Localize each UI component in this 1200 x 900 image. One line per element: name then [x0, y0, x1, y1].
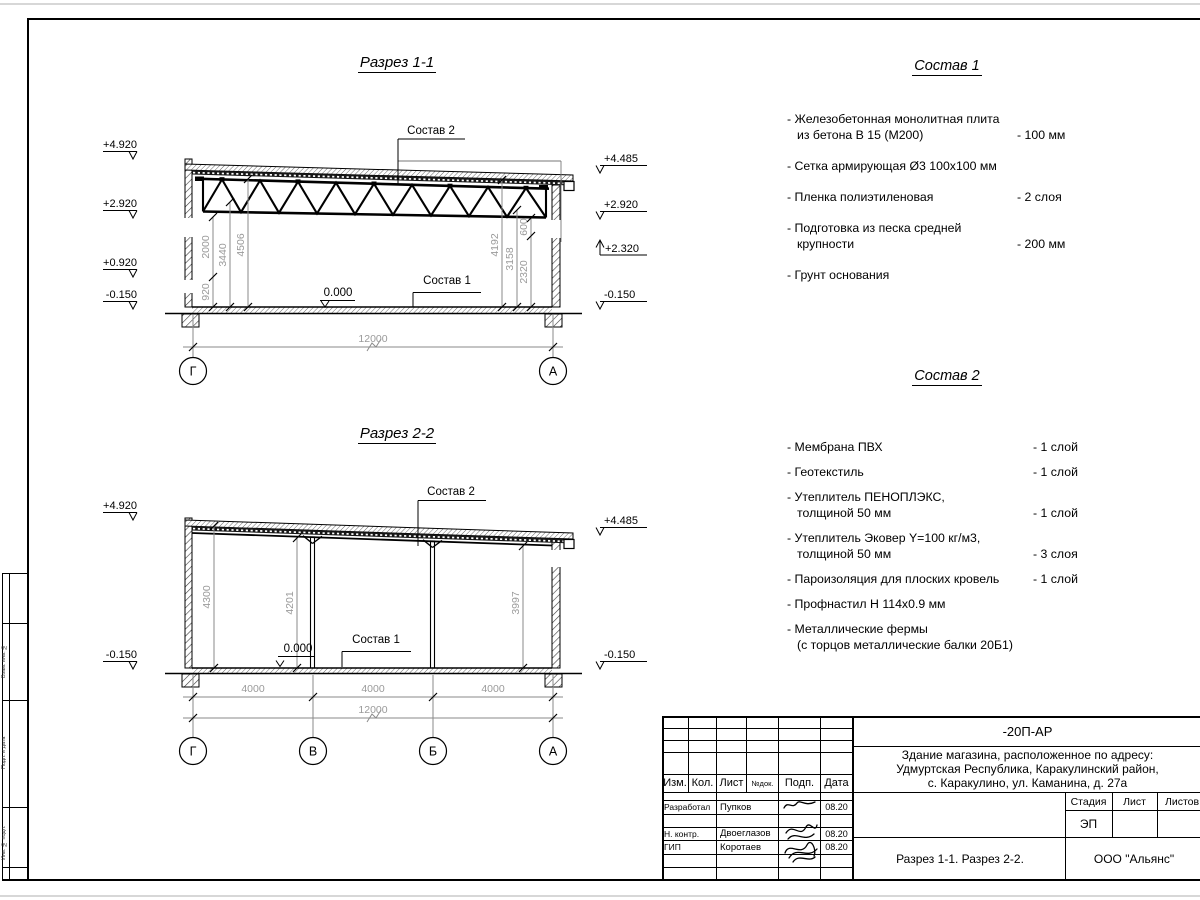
axis-letter: В [308, 744, 318, 759]
frame-left [27, 18, 29, 880]
col-header-izm: Изм. [663, 777, 687, 789]
elevation-label: -0.150 [105, 289, 137, 301]
section-1-1-drawing [95, 35, 675, 410]
sheets-header: Листов [1164, 795, 1200, 808]
col-header-data: Дата [824, 777, 849, 789]
signature-mark [786, 825, 817, 839]
paper-edge-bottom [0, 895, 1200, 897]
col-header-list: Лист [719, 777, 744, 789]
roof-edge-box [564, 182, 574, 191]
company-name: ООО "Альянс" [1093, 852, 1175, 866]
dim-label: 2000 [200, 235, 212, 259]
dim-label: 4300 [201, 585, 213, 609]
zero-level-label: 0.000 [283, 643, 313, 655]
elevation-label: -0.150 [105, 649, 137, 661]
section-2-2-title: Разрез 2-2 [359, 425, 435, 442]
name-cell: Двоеглазов [720, 828, 771, 839]
spec-item: - Геотекстиль - 1 слой [787, 465, 1078, 479]
spec-item: - Железобетонная монолитная плита из бетона В 15 (М200) - 100 мм [787, 112, 1066, 142]
section-labels [276, 486, 486, 667]
axis-letter: Г [189, 744, 197, 759]
frame-top [27, 18, 1200, 20]
dim-label: 3997 [510, 591, 522, 615]
stage-header: Стадия [1070, 795, 1107, 808]
dim-label: 600 [518, 218, 530, 236]
spec-item: - Подготовка из песка средней крупности - 200 мм [787, 221, 1066, 251]
dim-label: 4000 [481, 683, 505, 695]
frame-bottom [2, 879, 1200, 881]
dim-total-label: 12000 [358, 704, 388, 716]
dim-total-label: 12000 [358, 333, 388, 345]
sostav2-title: Состав 2 [914, 368, 980, 384]
elevation-label: +0.920 [103, 257, 137, 269]
axis-letter: Г [189, 364, 197, 379]
col-header-ndok: №док. [751, 778, 774, 788]
date-cell: 08.20 [825, 802, 848, 812]
dim-label: 4506 [235, 233, 247, 257]
role-cell: Н. контр. [664, 828, 700, 839]
axis-letter: Б [428, 744, 438, 759]
foundation-left [182, 674, 199, 687]
spec-item: - Утеплитель Эковер Y=100 кг/м3, толщиной 50 мм - 3 слоя [787, 531, 1078, 561]
col-header-podp: Подп. [784, 777, 815, 789]
elevation-label: +2.920 [103, 198, 137, 210]
elevation-label: +2.920 [604, 199, 638, 211]
elevation-label: +2.320 [605, 243, 639, 255]
vertical-dimensions [201, 522, 527, 672]
elevation-label: -0.150 [604, 649, 636, 661]
spec-item: - Мембрана ПВХ - 1 слой [787, 440, 1078, 454]
sostav1-list [787, 111, 1197, 298]
drawing-name: Разрез 1-1. Разрез 2-2. [896, 852, 1024, 866]
date-cell: 08.20 [825, 842, 848, 852]
dim-label: 2320 [518, 260, 530, 284]
section-2-2-drawing [95, 415, 675, 790]
axis-letter: А [548, 744, 558, 759]
side-stamp-label: Взам. инв. № [1, 643, 7, 679]
floor-slab [192, 307, 552, 313]
dim-label: 3440 [217, 243, 229, 267]
zero-level-label: 0.000 [323, 287, 353, 299]
wall-left [185, 518, 192, 668]
spec-item: - Пароизоляция для плоских кровель - 1 слой [787, 572, 1078, 586]
spec-item: - Металлические фермы (с торцов металлические балки 20Б1) [787, 622, 1013, 652]
column-b [431, 541, 435, 668]
bottom-dimension [180, 315, 567, 385]
dim-label: 920 [200, 283, 212, 301]
sostav2-list [787, 439, 1197, 662]
spec-item: - Грунт основания [787, 268, 890, 282]
elevation-label: +4.920 [103, 500, 137, 512]
spec-item: - Пленка полиэтиленовая - 2 слоя [787, 190, 1062, 204]
foundation-left [182, 314, 199, 327]
elevation-label: +4.920 [103, 139, 137, 151]
object-address-line: Здание магазина, расположенное по адресу: [901, 747, 1154, 762]
col-header-kol: Кол. [691, 777, 714, 789]
spec-item: - Сетка армирующая Ø3 100х100 мм [787, 159, 997, 173]
signature-mark [784, 802, 815, 808]
roof-edge-box [564, 540, 574, 549]
object-address-line: Удмуртская Республика, Каракулинский район, [896, 761, 1159, 776]
doc-code: -20П-АР [1002, 724, 1053, 739]
sheet-header: Лист [1123, 795, 1146, 808]
section-1-1-title: Разрез 1-1 [359, 54, 435, 71]
dim-label: 4192 [489, 233, 501, 257]
sostav2-label: Состав 2 [407, 125, 455, 137]
dim-label: 4000 [241, 683, 265, 695]
paper-edge-top [0, 3, 1200, 5]
sostav1-label: Состав 1 [352, 634, 400, 646]
stage-value: ЭП [1079, 816, 1098, 831]
role-cell: Разработал [664, 802, 711, 812]
axis-letter: А [548, 364, 558, 379]
elevation-label: -0.150 [604, 289, 636, 301]
dim-label: 3158 [504, 247, 516, 271]
bottom-dimensions [180, 675, 567, 765]
spec-item: - Утеплитель ПЕНОПЛЭКС, толщиной 50 мм - 1 слой [787, 490, 1078, 520]
elevation-label: +4.485 [604, 515, 638, 527]
side-stamp-label: Инв. № подл. [1, 825, 7, 861]
date-cell: 08.20 [825, 828, 848, 839]
spec-item: - Профнастил Н 114х0.9 мм [787, 597, 946, 611]
signature-mark [785, 842, 817, 862]
name-cell: Коротаев [720, 841, 762, 853]
wall-right [552, 185, 560, 307]
floor-slab [192, 668, 552, 674]
side-stamp-label: Подп. и дата [1, 736, 7, 770]
sostav1-label: Состав 1 [423, 275, 471, 287]
object-address-line: с. Каракулино, ул. Каманина, д. 27а [927, 775, 1128, 790]
dim-label: 4000 [361, 683, 385, 695]
signatures [779, 795, 821, 865]
sostav2-label: Состав 2 [427, 486, 475, 498]
name-cell: Пупков [720, 801, 752, 813]
dim-label: 4201 [284, 591, 296, 615]
sostav1-title: Состав 1 [914, 58, 980, 74]
elevation-label: +4.485 [604, 153, 638, 165]
role-cell: ГИП [664, 842, 681, 852]
